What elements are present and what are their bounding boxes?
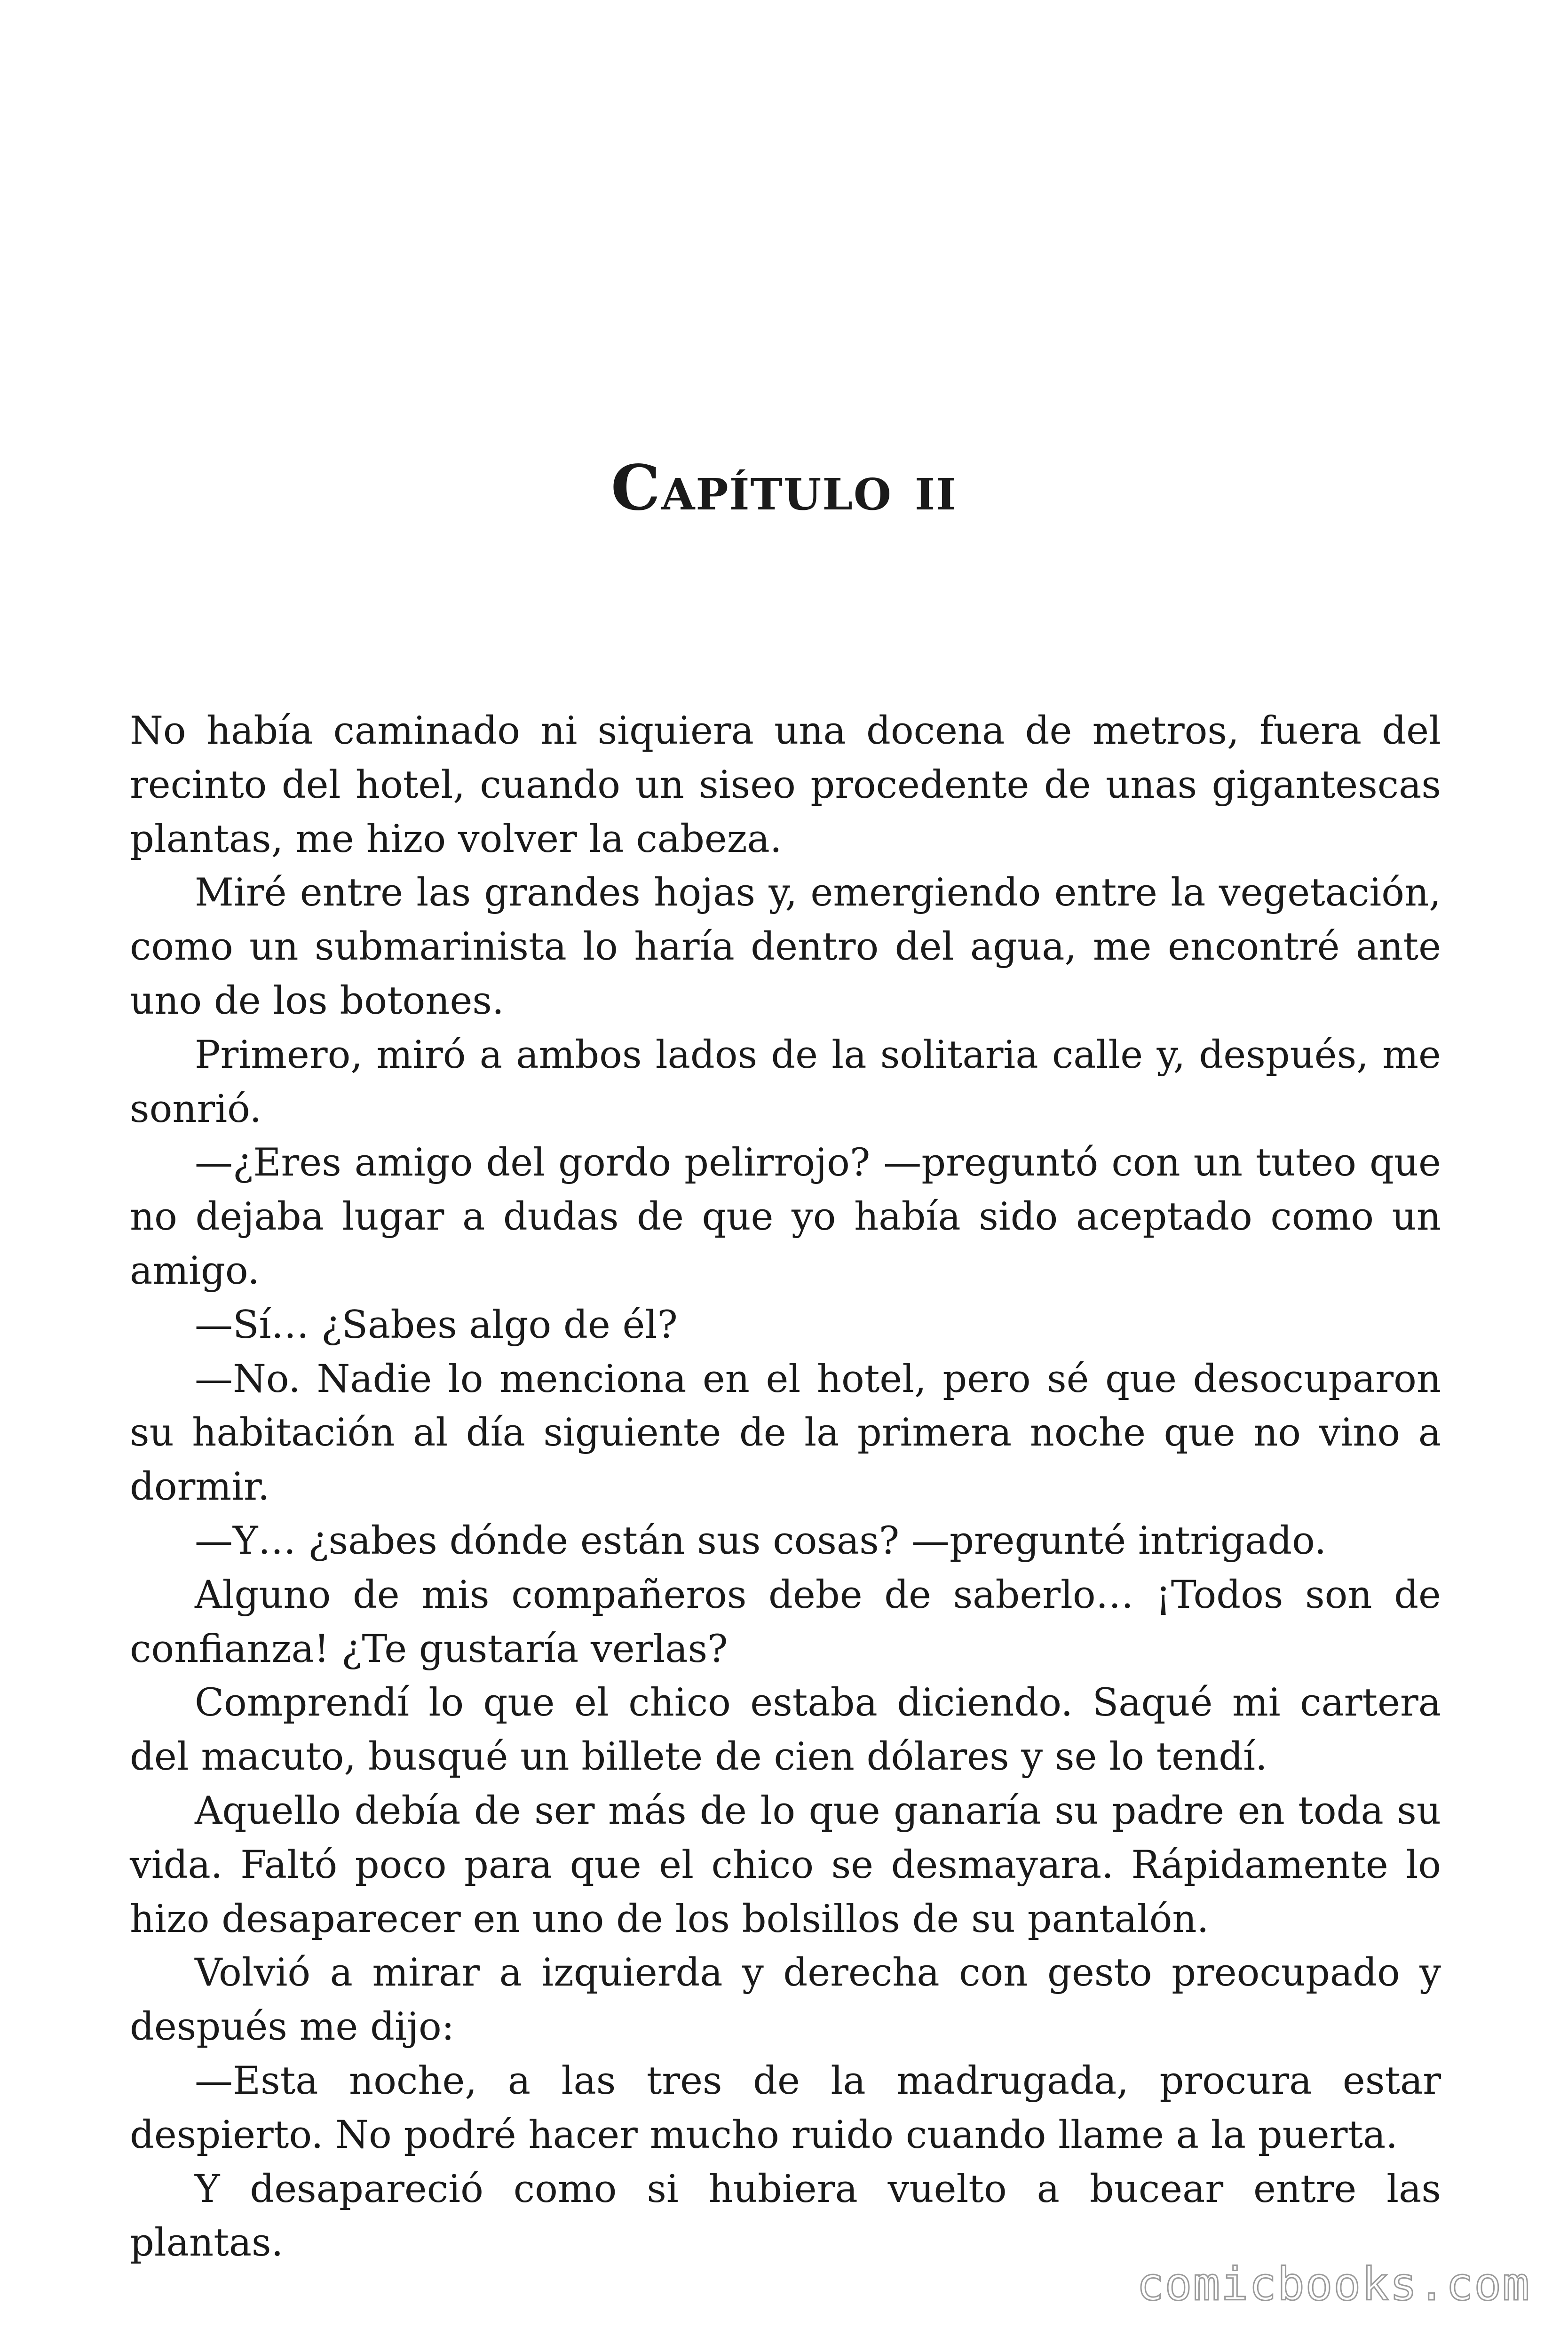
paragraph: Primero, miró a ambos lados de la solitaria calle y, después, me sonrió.: [130, 1033, 1441, 1131]
paragraph: Aquello debía de ser más de lo que ganaría su padre en toda su vida. Faltó poco para que el chico se desmayara. Rápidamente lo hizo desaparecer en uno de los bolsillos de su pantalón.: [130, 1788, 1441, 1941]
chapter-title: Capítulo ii: [610, 452, 958, 524]
paragraph: Y desapareció como si hubiera vuelto a bucear entre las plantas.: [130, 2167, 1441, 2265]
paragraph: —No. Nadie lo menciona en el hotel, pero sé que desocuparon su habitación al día siguiente de la primera noche que no vino a dormir.: [130, 1357, 1441, 1510]
paragraph: Alguno de mis compañeros debe de saberlo… ¡Todos son de confianza! ¿Te gustaría verlas?: [130, 1573, 1441, 1671]
paragraph: —Y… ¿sabes dónde están sus cosas? —pregunté intrigado.: [195, 1518, 1327, 1563]
paragraph: —Esta noche, a las tres de la madrugada, procura estar despierto. No podré hacer mucho ruido cuando llame a la puerta.: [130, 2058, 1441, 2157]
paragraph: No había caminado ni siquiera una docena de metros, fuera del recinto del hotel, cuando un siseo procedente de unas gigantescas plantas, me hizo volver la cabeza.: [130, 709, 1441, 861]
paragraph: —¿Eres amigo del gordo pelirrojo? —preguntó con un tuteo que no dejaba lugar a dudas de que yo había sido aceptado como un amigo.: [130, 1141, 1441, 1293]
paragraph: Miré entre las grandes hojas y, emergiendo entre la vegetación, como un submarinista lo haría dentro del agua, me encontré ante uno de los botones.: [130, 871, 1441, 1023]
paragraph: —Sí… ¿Sabes algo de él?: [195, 1303, 678, 1347]
paragraph: Volvió a mirar a izquierda y derecha con gesto preocupado y después me dijo:: [130, 1951, 1441, 2050]
chapter-body: [130, 704, 1441, 2270]
paragraph: Comprendí lo que el chico estaba diciendo. Saqué mi cartera del macuto, busqué un billete de cien dólares y se lo tendí.: [130, 1681, 1441, 1780]
watermark: comicbooks.com: [1136, 2258, 1530, 2311]
